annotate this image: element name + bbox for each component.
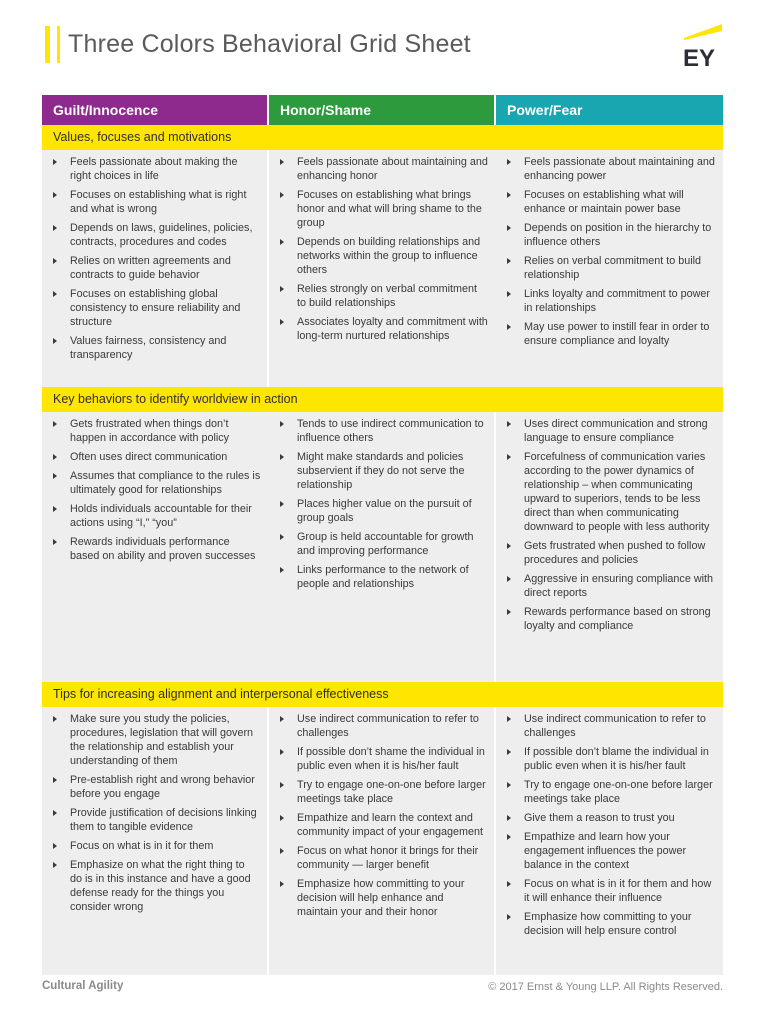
footer-brand: Cultural Agility	[42, 980, 124, 992]
column-header-power-fear: Power/Fear	[496, 95, 723, 125]
behavioral-grid	[42, 95, 723, 975]
list-item: Tends to use indirect communication to influence others	[277, 417, 486, 445]
bullet-list	[504, 712, 715, 938]
list-item: Emphasize how committing to your decision will help ensure control	[504, 910, 715, 938]
list-item: Aggressive in ensuring compliance with direct reports	[504, 572, 715, 600]
list-item: Forcefulness of communication varies according to the power dynamics of relationship – when communicating upward to superiors, tends to be less direct than when communicating downward to people with less authority	[504, 450, 715, 534]
section-header: Tips for increasing alignment and interpersonal effectiveness	[42, 682, 723, 707]
grid-cell-honor-shame	[269, 707, 496, 975]
grid-cell-honor-shame	[269, 412, 496, 682]
grid-cell-guilt-innocence	[42, 412, 269, 682]
list-item: Focus on what is in it for them and how it will enhance their influence	[504, 877, 715, 905]
grid-cell-power-fear	[496, 150, 723, 387]
grid-cell-power-fear	[496, 707, 723, 975]
bullet-list	[50, 417, 261, 563]
grid-cell-power-fear	[496, 412, 723, 682]
title-accent-bar-thin	[57, 26, 60, 63]
bullet-list	[277, 417, 486, 591]
list-item: Holds individuals accountable for their actions using “I,” “you”	[50, 502, 261, 530]
list-item: If possible don’t shame the individual in public even when it is his/her fault	[277, 745, 486, 773]
list-item: Uses direct communication and strong language to ensure compliance	[504, 417, 715, 445]
bullet-list	[504, 417, 715, 633]
ey-logo	[680, 22, 725, 70]
list-item: Feels passionate about maintaining and enhancing power	[504, 155, 715, 183]
list-item: Links loyalty and commitment to power in relationships	[504, 287, 715, 315]
list-item: Rewards individuals performance based on ability and proven successes	[50, 535, 261, 563]
list-item: Assumes that compliance to the rules is ultimately good for relationships	[50, 469, 261, 497]
list-item: Focus on what honor it brings for their community — larger benefit	[277, 844, 486, 872]
section-header: Key behaviors to identify worldview in action	[42, 387, 723, 412]
ey-logo-text: EY	[683, 45, 716, 70]
bullet-list	[277, 155, 488, 343]
list-item: Depends on building relationships and networks within the group to influence others	[277, 235, 488, 277]
list-item: Relies on verbal commitment to build relationship	[504, 254, 715, 282]
column-header-guilt-innocence: Guilt/Innocence	[42, 95, 269, 125]
list-item: Associates loyalty and commitment with long-term nurtured relationships	[277, 315, 488, 343]
list-item: Focuses on establishing what is right and what is wrong	[50, 188, 259, 216]
list-item: Focuses on establishing what will enhance or maintain power base	[504, 188, 715, 216]
list-item: Emphasize how committing to your decision will help enhance and maintain your and their honor	[277, 877, 486, 919]
list-item: Give them a reason to trust you	[504, 811, 715, 825]
page-title: Three Colors Behavioral Grid Sheet	[68, 30, 471, 58]
grid-cell-honor-shame	[269, 150, 496, 387]
grid-cell-guilt-innocence	[42, 150, 269, 387]
list-item: Focuses on establishing global consistency to ensure reliability and structure	[50, 287, 259, 329]
list-item: Depends on position in the hierarchy to influence others	[504, 221, 715, 249]
list-item: Places higher value on the pursuit of group goals	[277, 497, 486, 525]
list-item: Focus on what is in it for them	[50, 839, 259, 853]
list-item: Make sure you study the policies, procedures, legislation that will govern the relationship and establish your understanding of them	[50, 712, 259, 768]
list-item: Empathize and learn the context and community impact of your engagement	[277, 811, 486, 839]
bullet-list	[50, 155, 259, 362]
grid-cell-guilt-innocence	[42, 707, 269, 975]
list-item: Emphasize on what the right thing to do is in this instance and have a good defense ready for the things you consider wrong	[50, 858, 259, 914]
bullet-list	[50, 712, 259, 914]
list-item: Feels passionate about making the right choices in life	[50, 155, 259, 183]
list-item: Use indirect communication to refer to challenges	[504, 712, 715, 740]
list-item: If possible don’t blame the individual in public even when it is his/her fault	[504, 745, 715, 773]
list-item: Relies on written agreements and contracts to guide behavior	[50, 254, 259, 282]
list-item: Values fairness, consistency and transparency	[50, 334, 259, 362]
list-item: Provide justification of decisions linking them to tangible evidence	[50, 806, 259, 834]
list-item: Feels passionate about maintaining and enhancing honor	[277, 155, 488, 183]
list-item: Try to engage one-on-one before larger meetings take place	[504, 778, 715, 806]
list-item: Pre-establish right and wrong behavior before you engage	[50, 773, 259, 801]
footer-copyright: © 2017 Ernst & Young LLP. All Rights Reserved.	[488, 981, 723, 993]
list-item: Group is held accountable for growth and improving performance	[277, 530, 486, 558]
list-item: Empathize and learn how your engagement influences the power balance in the context	[504, 830, 715, 872]
list-item: Links performance to the network of people and relationships	[277, 563, 486, 591]
list-item: Often uses direct communication	[50, 450, 261, 464]
list-item: Might make standards and policies subservient if they do not serve the relationship	[277, 450, 486, 492]
list-item: Gets frustrated when things don’t happen in accordance with policy	[50, 417, 261, 445]
list-item: Focuses on establishing what brings honor and what will bring shame to the group	[277, 188, 488, 230]
list-item: Use indirect communication to refer to challenges	[277, 712, 486, 740]
bullet-list	[277, 712, 486, 919]
list-item: Gets frustrated when pushed to follow procedures and policies	[504, 539, 715, 567]
bullet-list	[504, 155, 715, 348]
list-item: Rewards performance based on strong loyalty and compliance	[504, 605, 715, 633]
section-header: Values, focuses and motivations	[42, 125, 723, 150]
list-item: Try to engage one-on-one before larger meetings take place	[277, 778, 486, 806]
list-item: Depends on laws, guidelines, policies, contracts, procedures and codes	[50, 221, 259, 249]
column-header-honor-shame: Honor/Shame	[269, 95, 496, 125]
list-item: May use power to instill fear in order to ensure compliance and loyalty	[504, 320, 715, 348]
list-item: Relies strongly on verbal commitment to build relationships	[277, 282, 488, 310]
title-accent-bar	[45, 26, 50, 63]
